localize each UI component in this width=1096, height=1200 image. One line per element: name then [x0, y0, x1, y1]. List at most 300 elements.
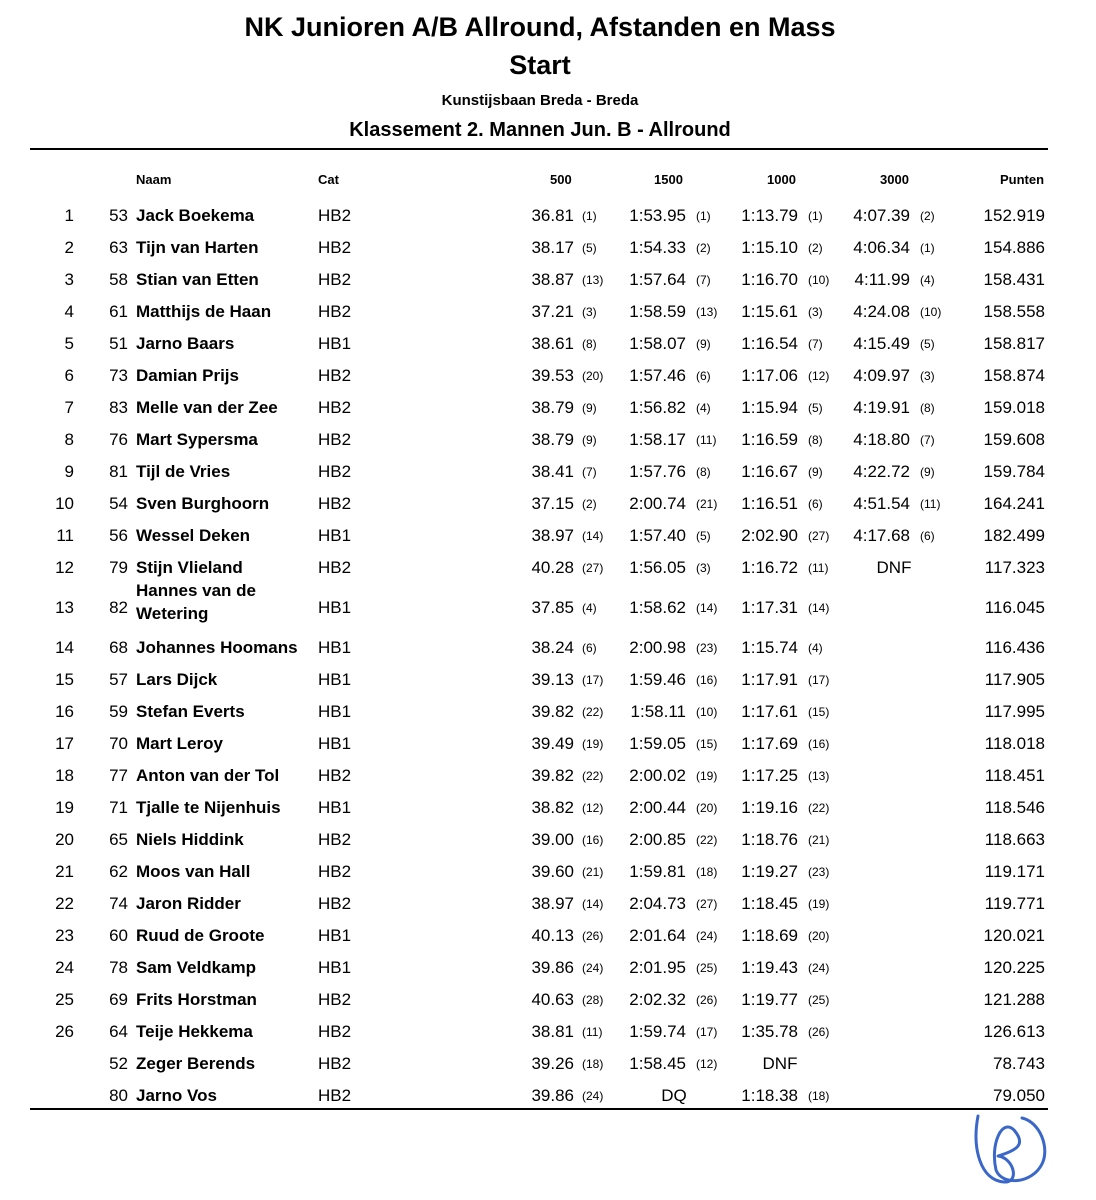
status-3000: DNF: [876, 558, 912, 577]
place-3000: (7): [920, 433, 935, 447]
start-number: 80: [109, 1086, 128, 1105]
time-1000: 1:16.54: [741, 334, 798, 353]
category: HB1: [318, 670, 352, 689]
place-3000: (5): [920, 337, 935, 351]
rank: 20: [55, 830, 74, 849]
category: HB2: [318, 766, 352, 785]
time-1500: 1:59.74: [629, 1022, 686, 1041]
classification-title: Klassement 2. Mannen Jun. B - Allround: [349, 119, 731, 141]
rank: 9: [64, 462, 74, 481]
skater-name: Tjalle te Nijenhuis: [136, 798, 281, 817]
time-1500: 1:59.05: [629, 734, 686, 753]
rank: 5: [64, 334, 74, 353]
place-1500: (4): [696, 401, 711, 415]
time-1500: 1:53.95: [629, 206, 686, 225]
start-number: 62: [109, 862, 128, 881]
place-1000: (4): [808, 641, 823, 655]
category: HB2: [318, 1086, 352, 1105]
place-3000: (9): [920, 465, 935, 479]
time-3000: 4:24.08: [853, 302, 910, 321]
table-row: [0, 581, 1096, 632]
time-3000: 4:15.49: [853, 334, 910, 353]
time-500: 38.41: [531, 462, 574, 481]
time-1500: 2:01.64: [629, 926, 686, 945]
points: 118.663: [984, 830, 1045, 849]
rank: 15: [55, 670, 74, 689]
rank: 16: [55, 702, 74, 721]
table-row: [0, 328, 1096, 360]
venue: Kunstijsbaan Breda - Breda: [441, 92, 639, 109]
time-1500: 2:00.74: [629, 494, 686, 513]
time-1000: 1:16.70: [741, 270, 798, 289]
rank: 2: [64, 238, 74, 257]
table-row: [0, 520, 1096, 552]
time-3000: 4:18.80: [853, 430, 910, 449]
time-1500: 2:04.73: [629, 894, 686, 913]
place-3000: (3): [920, 369, 935, 383]
category: HB2: [318, 894, 352, 913]
points: 120.021: [983, 926, 1045, 945]
rank: 13: [55, 598, 74, 617]
time-1000: 1:15.10: [741, 238, 798, 257]
start-number: 78: [109, 958, 128, 977]
points: 117.995: [984, 702, 1045, 721]
category: HB1: [318, 638, 352, 657]
table-row: [0, 760, 1096, 792]
time-1500: 1:54.33: [629, 238, 686, 257]
rank: 10: [55, 494, 74, 513]
place-1500: (26): [696, 993, 718, 1007]
time-1500: 1:57.76: [629, 462, 686, 481]
table-row: [0, 728, 1096, 760]
place-1000: (6): [808, 497, 823, 511]
place-500: (14): [582, 529, 604, 543]
time-500: 39.53: [531, 366, 574, 385]
place-500: (4): [582, 601, 597, 615]
time-1500: 1:58.62: [629, 598, 686, 617]
time-1500: 1:57.46: [629, 366, 686, 385]
place-500: (14): [582, 897, 604, 911]
points: 126.613: [983, 1022, 1045, 1041]
time-1000: 1:19.16: [741, 798, 798, 817]
place-1500: (24): [696, 929, 718, 943]
place-1000: (25): [808, 993, 830, 1007]
place-1500: (10): [696, 705, 718, 719]
place-3000: (6): [920, 529, 935, 543]
place-1500: (18): [696, 865, 718, 879]
points: 158.558: [983, 302, 1045, 321]
table-top-rule: [30, 148, 1048, 150]
place-3000: (1): [920, 241, 935, 255]
points: 118.451: [984, 766, 1045, 785]
table-row: [0, 264, 1096, 296]
place-500: (2): [582, 497, 597, 511]
category: HB1: [318, 702, 352, 721]
time-500: 39.86: [531, 1086, 574, 1105]
category: HB1: [318, 926, 352, 945]
start-number: 69: [109, 990, 128, 1009]
table-row: [0, 856, 1096, 888]
points: 79.050: [993, 1086, 1045, 1105]
table-row: [0, 952, 1096, 984]
category: HB2: [318, 302, 352, 321]
skater-name: Moos van Hall: [136, 862, 251, 881]
document-title: NK Junioren A/B Allround, Afstanden en Mass: [244, 12, 836, 42]
place-500: (24): [582, 1089, 604, 1103]
table-row: [0, 632, 1096, 664]
skater-name: Jaron Ridder: [136, 894, 241, 913]
start-number: 63: [109, 238, 128, 257]
category: HB2: [318, 1022, 352, 1041]
time-500: 39.82: [531, 766, 574, 785]
skater-name: Tijn van Harten: [136, 238, 259, 257]
time-1000: 1:18.38: [741, 1086, 798, 1105]
place-1000: (22): [808, 801, 830, 815]
category: HB1: [318, 526, 352, 545]
time-1500: 2:00.98: [629, 638, 686, 657]
time-1500: 1:58.45: [629, 1054, 686, 1073]
time-500: 38.97: [531, 894, 574, 913]
table-row: [0, 888, 1096, 920]
table-row: [0, 920, 1096, 952]
skater-name: Jarno Baars: [136, 334, 235, 353]
time-500: 37.15: [531, 494, 574, 513]
place-3000: (10): [920, 305, 942, 319]
place-1000: (13): [808, 769, 830, 783]
time-3000: 4:51.54: [853, 494, 910, 513]
category: HB2: [318, 558, 352, 577]
place-1500: (2): [696, 241, 711, 255]
start-number: 65: [109, 830, 128, 849]
start-number: 52: [109, 1054, 128, 1073]
rank: 6: [64, 366, 74, 385]
table-row: [0, 200, 1096, 232]
place-1000: (24): [808, 961, 830, 975]
time-1500: 2:00.02: [629, 766, 686, 785]
time-1000: 1:19.77: [741, 990, 798, 1009]
time-1500: 1:58.17: [629, 430, 686, 449]
place-500: (28): [582, 993, 604, 1007]
points: 121.288: [983, 990, 1045, 1009]
rank: 22: [55, 894, 74, 913]
points: 120.225: [983, 958, 1045, 977]
time-1000: 1:16.51: [741, 494, 798, 513]
skater-name: Ruud de Groote: [136, 926, 265, 945]
category: HB2: [318, 494, 352, 513]
points: 158.874: [983, 366, 1045, 385]
time-1500: 1:57.40: [629, 526, 686, 545]
rank: 26: [55, 1022, 74, 1041]
place-500: (22): [582, 769, 604, 783]
place-1000: (1): [808, 209, 823, 223]
table-row: [0, 664, 1096, 696]
time-1000: 1:17.06: [741, 366, 798, 385]
header-1000: 1000: [767, 172, 796, 187]
place-1500: (22): [696, 833, 718, 847]
category: HB2: [318, 206, 352, 225]
place-1500: (8): [696, 465, 711, 479]
place-1500: (5): [696, 529, 711, 543]
points: 116.045: [984, 598, 1045, 617]
rank: 19: [55, 798, 74, 817]
time-500: 38.81: [531, 1022, 574, 1041]
skater-name: Melle van der Zee: [136, 398, 278, 417]
time-1500: 1:57.64: [629, 270, 686, 289]
table-row: [0, 488, 1096, 520]
time-500: 38.79: [531, 430, 574, 449]
place-1500: (13): [696, 305, 718, 319]
points: 78.743: [993, 1054, 1045, 1073]
time-500: 39.26: [531, 1054, 574, 1073]
points: 182.499: [983, 526, 1045, 545]
status-1000: DNF: [762, 1054, 798, 1073]
rank: 1: [64, 206, 74, 225]
place-1500: (6): [696, 369, 711, 383]
time-1500: 2:01.95: [629, 958, 686, 977]
category: HB1: [318, 958, 352, 977]
table-row: [0, 392, 1096, 424]
place-500: (13): [582, 273, 604, 287]
start-number: 56: [109, 526, 128, 545]
time-1000: 1:19.27: [741, 862, 798, 881]
start-number: 77: [109, 766, 128, 785]
place-1500: (23): [696, 641, 718, 655]
place-500: (22): [582, 705, 604, 719]
time-1000: 1:18.45: [741, 894, 798, 913]
place-1000: (26): [808, 1025, 830, 1039]
start-number: 60: [109, 926, 128, 945]
place-500: (5): [582, 241, 597, 255]
time-1000: 1:13.79: [741, 206, 798, 225]
time-1000: 1:16.59: [741, 430, 798, 449]
time-500: 39.82: [531, 702, 574, 721]
rank: 12: [55, 558, 74, 577]
table-bottom-rule: [30, 1108, 1048, 1110]
skater-name: Frits Horstman: [136, 990, 257, 1009]
skater-name: Stijn Vlieland: [136, 558, 243, 577]
category: HB1: [318, 798, 352, 817]
category: HB2: [318, 430, 352, 449]
time-3000: 4:06.34: [853, 238, 910, 257]
place-500: (20): [582, 369, 604, 383]
points: 119.171: [984, 862, 1045, 881]
place-1500: (7): [696, 273, 711, 287]
category: HB2: [318, 830, 352, 849]
start-number: 54: [109, 494, 128, 513]
place-3000: (4): [920, 273, 935, 287]
place-1000: (21): [808, 833, 830, 847]
category: HB2: [318, 462, 352, 481]
place-1500: (21): [696, 497, 718, 511]
skater-name: Damian Prijs: [136, 366, 239, 385]
time-3000: 4:07.39: [853, 206, 910, 225]
time-3000: 4:22.72: [853, 462, 910, 481]
skater-name: Mart Leroy: [136, 734, 223, 753]
place-500: (8): [582, 337, 597, 351]
place-500: (26): [582, 929, 604, 943]
place-1000: (18): [808, 1089, 830, 1103]
skater-name: Stefan Everts: [136, 702, 245, 721]
place-1000: (5): [808, 401, 823, 415]
time-1500: 1:56.05: [629, 558, 686, 577]
start-number: 61: [109, 302, 128, 321]
place-500: (12): [582, 801, 604, 815]
place-1500: (15): [696, 737, 718, 751]
time-500: 39.60: [531, 862, 574, 881]
start-number: 82: [109, 598, 128, 617]
place-500: (24): [582, 961, 604, 975]
header-name: Naam: [136, 172, 172, 187]
points: 159.784: [983, 462, 1045, 481]
place-1500: (11): [696, 433, 717, 447]
header-500: 500: [550, 172, 572, 187]
category: HB2: [318, 990, 352, 1009]
points: 159.018: [983, 398, 1045, 417]
time-500: 38.87: [531, 270, 574, 289]
place-1500: (20): [696, 801, 718, 815]
place-1500: (14): [696, 601, 718, 615]
rank: 25: [55, 990, 74, 1009]
start-number: 79: [109, 558, 128, 577]
points: 158.431: [983, 270, 1045, 289]
rank: 8: [64, 430, 74, 449]
place-500: (9): [582, 433, 597, 447]
place-1500: (3): [696, 561, 711, 575]
rank: 21: [55, 862, 74, 881]
place-1000: (19): [808, 897, 830, 911]
time-500: 39.00: [531, 830, 574, 849]
skater-name: Johannes Hoomans: [136, 638, 298, 657]
time-1000: 2:02.90: [741, 526, 798, 545]
start-number: 51: [109, 334, 128, 353]
category: HB2: [318, 270, 352, 289]
points: 116.436: [984, 638, 1045, 657]
place-1000: (9): [808, 465, 823, 479]
time-3000: 4:09.97: [853, 366, 910, 385]
points: 152.919: [983, 206, 1045, 225]
start-number: 83: [109, 398, 128, 417]
place-1500: (1): [696, 209, 711, 223]
place-1000: (7): [808, 337, 823, 351]
header-3000: 3000: [880, 172, 909, 187]
points: 158.817: [983, 334, 1045, 353]
start-number: 68: [109, 638, 128, 657]
table-row: [0, 232, 1096, 264]
header-points: Punten: [1000, 172, 1045, 187]
place-1000: (23): [808, 865, 830, 879]
rank: 7: [64, 398, 74, 417]
time-1000: 1:17.69: [741, 734, 798, 753]
time-1500: 2:02.32: [629, 990, 686, 1009]
place-1500: (17): [696, 1025, 718, 1039]
skater-name: Mart Sypersma: [136, 430, 258, 449]
place-1500: (27): [696, 897, 718, 911]
time-3000: 4:11.99: [854, 270, 910, 289]
start-number: 73: [109, 366, 128, 385]
place-1500: (16): [696, 673, 718, 687]
time-500: 38.97: [531, 526, 574, 545]
place-1000: (15): [808, 705, 830, 719]
place-500: (1): [582, 209, 597, 223]
table-row: [0, 360, 1096, 392]
time-1000: 1:18.76: [741, 830, 798, 849]
time-1000: 1:18.69: [741, 926, 798, 945]
start-number: 81: [109, 462, 128, 481]
place-1000: (3): [808, 305, 823, 319]
table-row: [0, 1016, 1096, 1048]
time-500: 38.79: [531, 398, 574, 417]
place-3000: (8): [920, 401, 935, 415]
points: 118.018: [984, 734, 1045, 753]
place-1000: (11): [808, 561, 829, 575]
time-500: 38.61: [531, 334, 574, 353]
start-number: 64: [109, 1022, 128, 1041]
points: 117.323: [984, 558, 1045, 577]
table-row: [0, 984, 1096, 1016]
table-row: [0, 792, 1096, 824]
category: HB1: [318, 334, 352, 353]
start-number: 58: [109, 270, 128, 289]
skater-name: Anton van der Tol: [136, 766, 280, 785]
place-500: (19): [582, 737, 604, 751]
time-1500: 1:58.59: [629, 302, 686, 321]
time-1000: 1:16.67: [741, 462, 798, 481]
time-500: 38.24: [531, 638, 574, 657]
time-500: 36.81: [531, 206, 574, 225]
start-number: 53: [109, 206, 128, 225]
table-row: [0, 696, 1096, 728]
skater-name: Zeger Berends: [136, 1054, 256, 1073]
rank: 11: [56, 526, 74, 545]
skater-name: Jarno Vos: [136, 1086, 217, 1105]
place-1000: (16): [808, 737, 830, 751]
points: 118.546: [984, 798, 1045, 817]
time-500: 38.17: [531, 238, 574, 257]
place-500: (18): [582, 1057, 604, 1071]
category: HB1: [318, 598, 352, 617]
time-500: 40.28: [531, 558, 574, 577]
time-1500: 1:56.82: [629, 398, 686, 417]
time-1000: 1:17.25: [741, 766, 798, 785]
start-number: 70: [109, 734, 128, 753]
category: HB2: [318, 366, 352, 385]
start-number: 57: [109, 670, 128, 689]
time-500: 40.13: [531, 926, 574, 945]
place-500: (11): [582, 1025, 603, 1039]
rank: 4: [64, 302, 74, 321]
place-1500: (9): [696, 337, 711, 351]
table-row: [0, 1048, 1096, 1080]
time-1500: 1:59.81: [629, 862, 686, 881]
status-1500: DQ: [661, 1086, 687, 1105]
skater-name: Niels Hiddink: [136, 830, 244, 849]
skater-name: Teije Hekkema: [136, 1022, 253, 1041]
skater-name: Wessel Deken: [136, 526, 251, 545]
time-1000: 1:15.94: [741, 398, 798, 417]
place-1500: (12): [696, 1057, 718, 1071]
time-500: 39.13: [531, 670, 574, 689]
place-3000: (11): [920, 497, 941, 511]
place-500: (7): [582, 465, 597, 479]
start-number: 71: [109, 798, 128, 817]
place-500: (17): [582, 673, 604, 687]
table-row: [0, 424, 1096, 456]
time-1000: 1:16.72: [741, 558, 798, 577]
table-row: [0, 824, 1096, 856]
rank: 3: [64, 270, 74, 289]
time-1000: 1:19.43: [741, 958, 798, 977]
category: HB2: [318, 862, 352, 881]
